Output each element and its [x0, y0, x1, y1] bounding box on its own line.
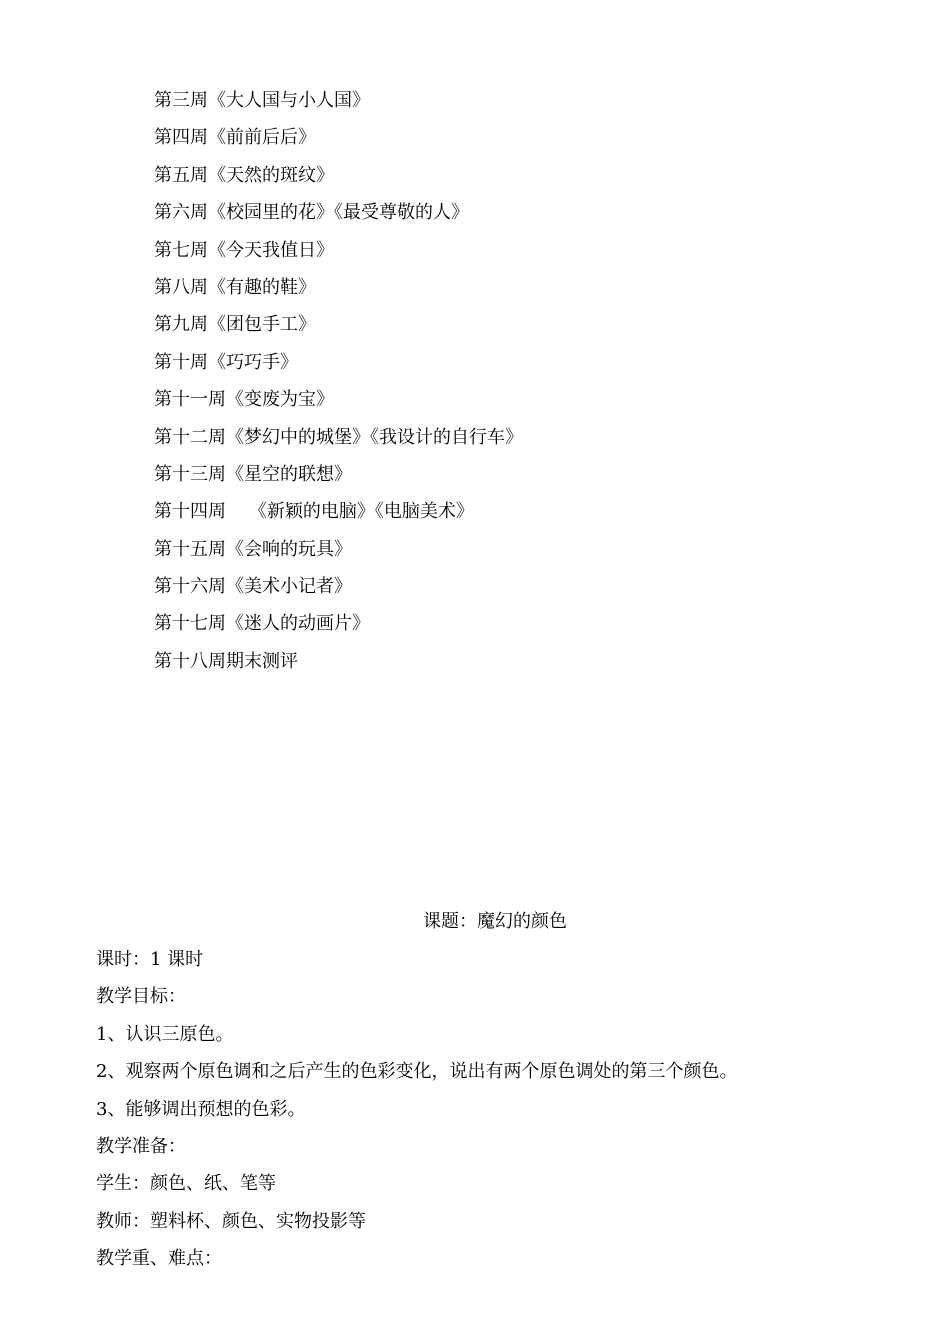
lesson-line-student-materials: 学生：颜色、纸、笔等: [96, 1173, 276, 1195]
lesson-line-teacher-materials: 教师：塑料杯、颜色、实物投影等: [96, 1210, 366, 1232]
schedule-item: 第十七周《迷人的动画片》: [154, 613, 370, 635]
schedule-item: 第七周《今天我值日》: [154, 239, 334, 261]
lesson-line-objective-1: 1、认识三原色。: [96, 1023, 234, 1045]
lesson-line-duration: 课时：1 课时: [96, 949, 204, 970]
schedule-item: 第十二周《梦幻中的城堡》《我设计的自行车》: [154, 426, 523, 448]
schedule-item: 第五周《天然的斑纹》: [154, 164, 334, 186]
schedule-item: 第十八周期末测评: [154, 650, 298, 672]
schedule-item: 第十六周《美术小记者》: [154, 576, 352, 598]
schedule-item: 第八周《有趣的鞋》: [154, 276, 316, 298]
schedule-item: 第十周《巧巧手》: [154, 351, 298, 373]
schedule-item: 第十五周《会响的玩具》: [154, 538, 352, 560]
schedule-item: 第三周《大人国与小人国》: [154, 90, 370, 111]
schedule-item: 第十一周《变废为宝》: [154, 389, 334, 411]
schedule-item: 第十三周《星空的联想》: [154, 463, 352, 485]
lesson-line-preparation-heading: 教学准备：: [96, 1135, 186, 1157]
lesson-title: 课题：魔幻的颜色: [423, 911, 567, 932]
lesson-line-objective-2: 2、观察两个原色调和之后产生的色彩变化，说出有两个原色调处的第三个颜色。: [96, 1061, 738, 1083]
schedule-item: 第十四周 《新颖的电脑》《电脑美术》: [154, 501, 474, 523]
lesson-line-key-points-heading: 教学重、难点：: [96, 1248, 222, 1270]
schedule-item: 第四周《前前后后》: [154, 127, 316, 149]
schedule-item: 第九周《团包手工》: [154, 314, 316, 336]
lesson-line-objective-3: 3、能够调出预想的色彩。: [96, 1098, 306, 1120]
schedule-item: 第六周《校园里的花》《最受尊敬的人》: [154, 202, 469, 224]
lesson-body: [96, 945, 737, 1282]
lesson-line-objectives-heading: 教学目标：: [96, 986, 186, 1008]
weekly-schedule: [154, 86, 523, 684]
